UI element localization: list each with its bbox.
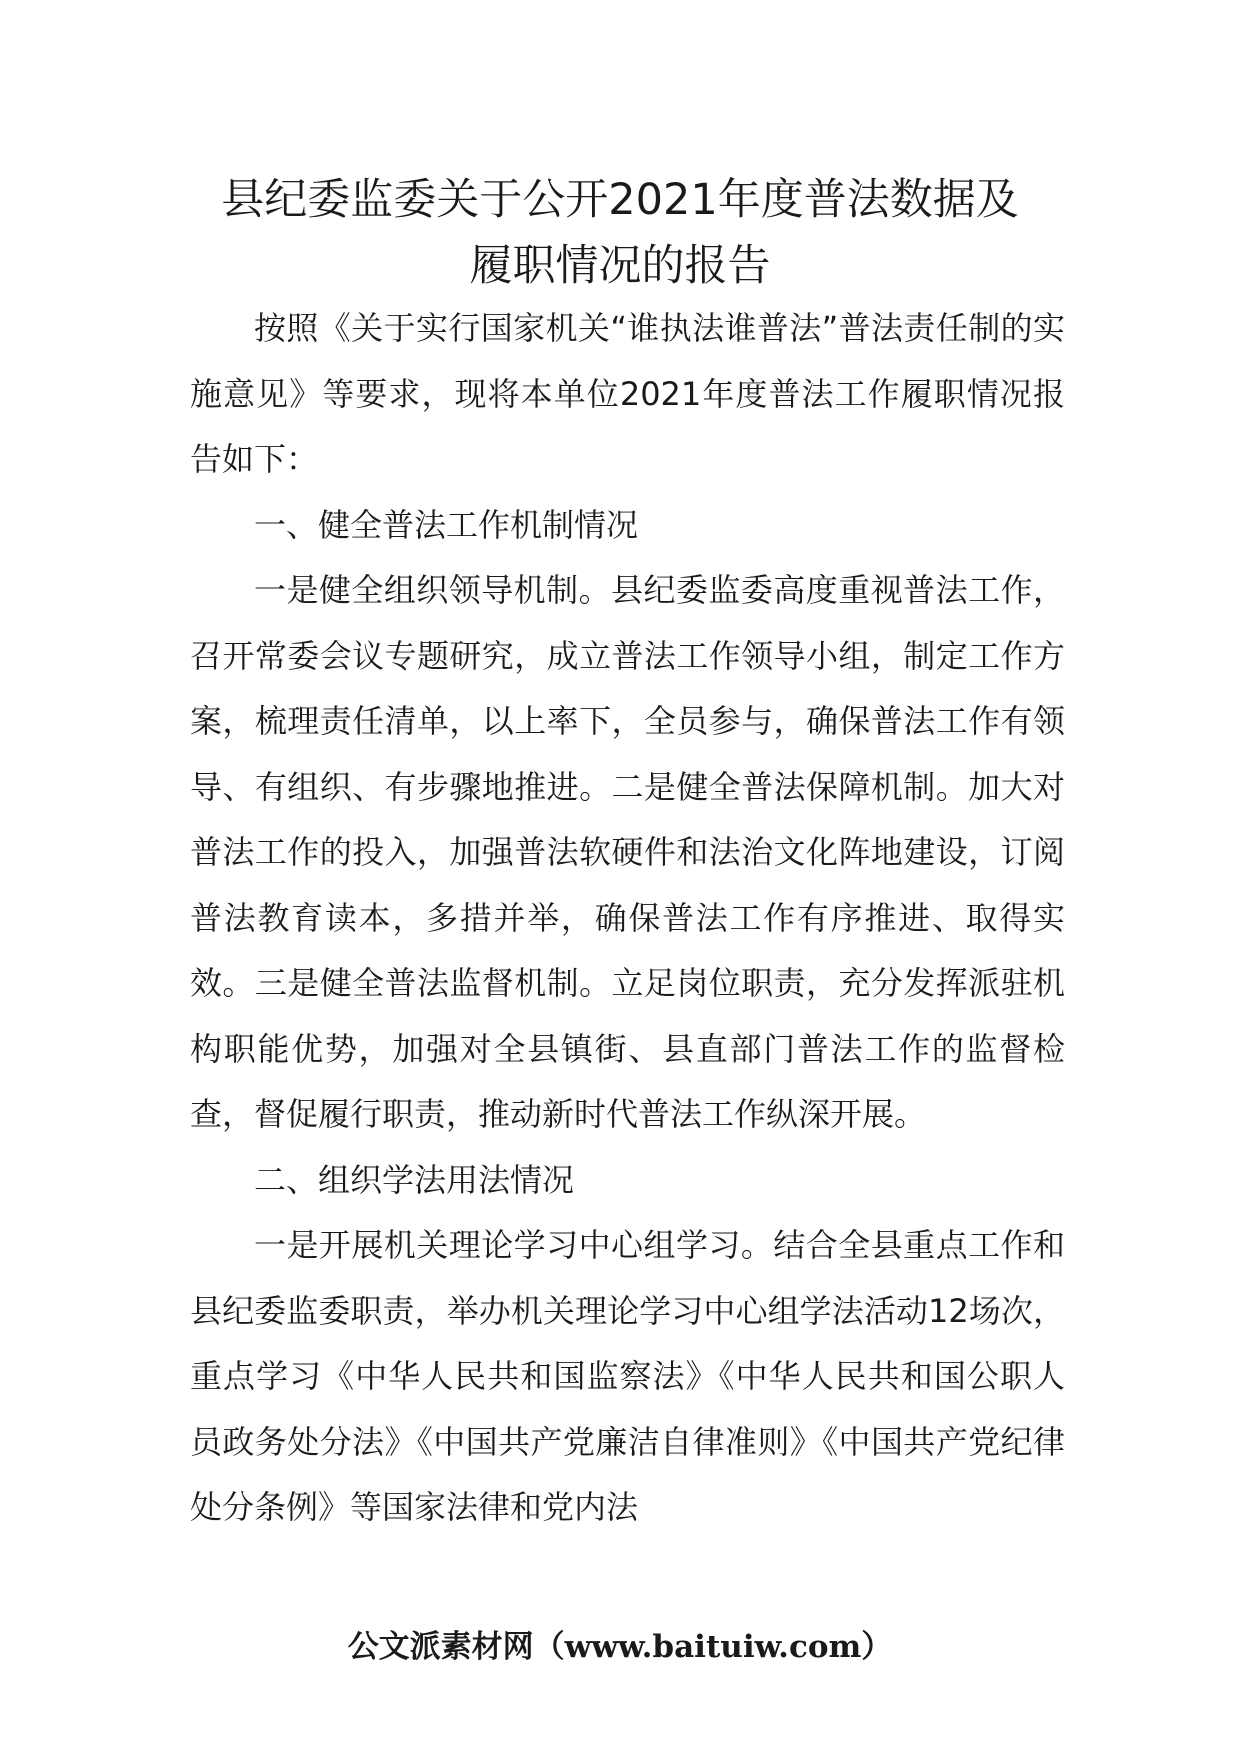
section-2-paragraph: 一是开展机关理论学习中心组学习。结合全县重点工作和县纪委监委职责，举办机关理论学习中心组学法活动12场次，重点学习《中华人民共和国监察法》《中华人民共和国公职人员政务处分法》《中国共产党廉洁自律准则》《中国共产党纪律处分条例》等国家法律和党内法 [190, 1226, 1065, 1526]
section-heading-2: 二、组织学法用法情况 [254, 1160, 575, 1199]
intro-paragraph: 按照《关于实行国家机关“谁执法谁普法”普法责任制的实施意见》等要求，现将本单位2021年度普法工作履职情况报告如下： [190, 309, 1065, 478]
footer-watermark: 公文派素材网（www.baituiw.com） [347, 1629, 893, 1665]
section-heading-1: 一、健全普法工作机制情况 [254, 505, 639, 544]
document-title [150, 170, 1090, 302]
title-line-2: 履职情况的报告 [469, 241, 771, 291]
title-line-1: 县纪委监委关于公开2021年度普法数据及 [221, 175, 1019, 225]
section-1-paragraph: 一是健全组织领导机制。县纪委监委高度重视普法工作，召开常委会议专题研究，成立普法工作领导小组，制定工作方案，梳理责任清单，以上率下，全员参与，确保普法工作有领导、有组织、有步骤地推进。二是健全普法保障机制。加大对普法工作的投入，加强普法软硬件和法治文化阵地建设，订阅普法教育读本，多措并举，确保普法工作有序推进、取得实效。三是健全普法监督机制。立足岗位职责，充分发挥派驻机构职能优势，加强对全县镇街、县直部门普法工作的监督检查，督促履行职责，推动新时代普法工作纵深开展。 [190, 571, 1065, 1133]
document-body [190, 296, 1065, 1541]
